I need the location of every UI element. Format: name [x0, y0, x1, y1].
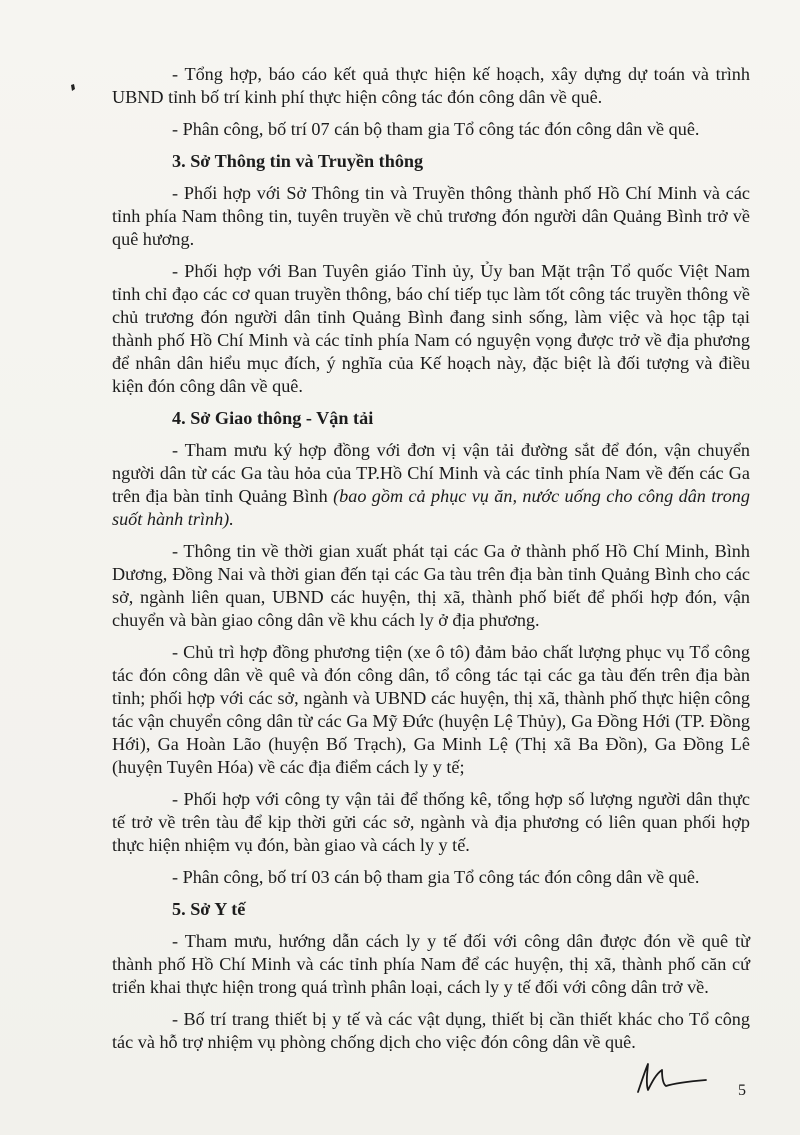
- paragraph: - Bố trí trang thiết bị y tế và các vật dụng, thiết bị cần thiết khác cho Tổ công tác và hỗ trợ nhiệm vụ phòng chống dịch cho việc đón công dân về quê.: [112, 1009, 750, 1052]
- section-heading: 5. Sở Y tế: [172, 899, 246, 919]
- paragraph-text: - Tham mưu ký hợp đồng với đơn vị vận tải đường sắt để đón, vận chuyển người dân từ các Ga tàu hỏa của TP.Hồ Chí Minh và các tỉnh phía Nam về đến các Ga trên địa bàn tỉnh Quảng Bình: [112, 440, 750, 506]
- paragraph: - Phối hợp với công ty vận tải để thống kê, tổng hợp số lượng người dân thực tế trở về trên tàu để kịp thời gửi các sở, ngành và địa phương có liên quan phối hợp thực hiện nhiệm vụ đón, bàn giao và cách ly y tế.: [112, 789, 750, 855]
- document-body: [112, 63, 750, 1063]
- paragraph: - Phân công, bố trí 07 cán bộ tham gia Tổ công tác đón công dân về quê.: [172, 119, 700, 139]
- paragraph: - Tham mưu, hướng dẫn cách ly y tế đối với công dân được đón về quê từ thành phố Hồ Chí Minh và các tỉnh phía Nam để các huyện, thị xã, thành phố căn cứ triển khai thực hiện trong quá trình phân loại, cách ly y tế đối với công dân trở về.: [112, 931, 750, 997]
- paragraph: - Tổng hợp, báo cáo kết quả thực hiện kế hoạch, xây dựng dự toán và trình UBND tỉnh bố trí kinh phí thực hiện công tác đón công dân về quê.: [112, 64, 750, 107]
- paragraph: - Thông tin về thời gian xuất phát tại các Ga ở thành phố Hồ Chí Minh, Bình Dương, Đồng Nai và thời gian đến tại các Ga tàu trên địa bàn tỉnh Quảng Bình cho các sở, ngành liên quan, UBND các huyện, thị xã, thành phố biết để phối hợp đón, vận chuyển và bàn giao công dân về khu cách ly ở địa phương.: [112, 541, 750, 630]
- ink-speck: [70, 84, 76, 92]
- signature-initials: [632, 1060, 712, 1096]
- paragraph: - Chủ trì hợp đồng phương tiện (xe ô tô) đảm bảo chất lượng phục vụ Tổ công tác đón công dân về quê và đón công dân, tổ công tác tại các ga tàu đến trên địa bàn tỉnh; phối hợp với các sở, ngành và UBND các huyện, thị xã, thành phố thực hiện công tác vận chuyển công dân từ các Ga Mỹ Đức (huyện Lệ Thủy), Ga Đồng Hới (TP. Đồng Hới), Ga Hoàn Lão (huyện Bố Trạch), Ga Minh Lệ (Thị xã Ba Đồn), Ga Đồng Lê (huyện Tuyên Hóa) về các địa điểm cách ly y tế;: [112, 642, 750, 777]
- paragraph: [112, 439, 750, 531]
- paragraph: - Phối hợp với Ban Tuyên giáo Tỉnh ủy, Ủy ban Mặt trận Tổ quốc Việt Nam tỉnh chỉ đạo các cơ quan truyền thông, báo chí tiếp tục làm tốt công tác truyền thông về chủ trương đón người dân tỉnh Quảng Bình đang sinh sống, làm việc và học tập tại thành phố Hồ Chí Minh và các tỉnh phía Nam có nguyện vọng được trở về địa phương để nhân dân hiểu mục đích, ý nghĩa của Kế hoạch này, đặc biệt là đối tượng và điều kiện đón công dân về quê.: [112, 261, 750, 396]
- page-number: 5: [738, 1082, 746, 1099]
- section-heading: 3. Sở Thông tin và Truyền thông: [172, 151, 424, 171]
- paragraph: - Phân công, bố trí 03 cán bộ tham gia Tổ công tác đón công dân về quê.: [172, 867, 700, 887]
- paragraph: - Phối hợp với Sở Thông tin và Truyền thông thành phố Hồ Chí Minh và các tỉnh phía Nam thông tin, tuyên truyền về chủ trương đón người dân Quảng Bình trở về quê hương.: [112, 183, 750, 249]
- paragraph-italic-text: (bao gồm cả phục vụ ăn, nước uống cho công dân trong suốt hành trình).: [112, 486, 750, 529]
- section-heading: 4. Sở Giao thông - Vận tải: [172, 408, 374, 428]
